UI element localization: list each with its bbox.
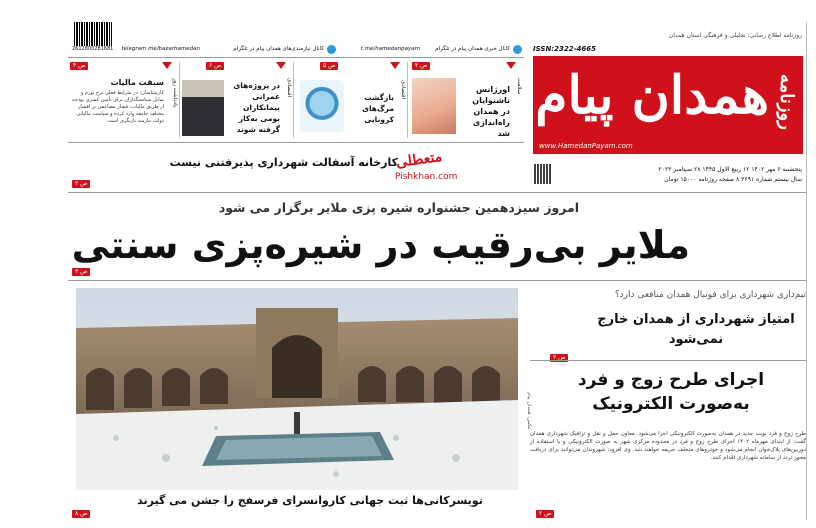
teaser-side-label: پادداشت روز [172,78,178,108]
date-line-1: پنجشنبه ۶ مهر ۱۴۰۲ ۱۲ ربیع الاول ۱۴۴۵ ۲۸ سپتامبر ۲۰۲۳ [658,166,802,173]
story-headline: اجرای طرح زوج و فرد به‌صورت الکترونیک [577,370,765,414]
issn-label: ISSN:2322-4665 [533,45,596,53]
teaser-title: اورژانس ناشنوایان در همدان راه‌اندازی شد [472,85,510,138]
website-url[interactable]: www.HamedanPayam.com [539,142,633,150]
main-divider [68,280,806,281]
barcode-number: 2612800281681 [72,46,114,52]
logo-text: همدان پیام [535,65,769,126]
strip-headline[interactable]: کارخانه آسفالت شهرداری پذیرفتنی نیست [169,156,398,169]
teaser-side-label: سلامت [516,78,522,95]
virus-icon [300,80,344,132]
teaser-body: کارشناسان: در شرایط فعلی نرخ تورم و تمایل سیاستگذاران برای تأمین کسری بودجه از طریق مالیات، فشار مضاعفی بر اقشار مختلف جامعه وارد کرده و سیاست مالیاتی دولت نیازمند بازنگری است. [72,90,164,124]
teaser-title: سبقت مالیات [110,78,164,87]
teaser-separator [407,62,408,138]
teaser-separator [293,62,294,138]
top-tagline: روزنامه اطلاع رسانی؛ تحلیلی و فرهنگی استان همدان [668,32,802,39]
teaser-divider-bottom [68,142,524,143]
side-story-traffic[interactable] [530,364,806,517]
strip-kicker: متعطلی [395,148,444,172]
telegram-ads-link[interactable]: telegram.me/bazarhamedan [121,46,200,52]
telegram-ads-label: کانال نیازمندی‌های همدان پیام در تلگرام [233,46,324,52]
story-page-chip: ص ۲ [536,510,554,518]
teaser-photo [182,80,224,136]
strip-page-chip: ص ۲ [72,180,90,188]
teaser-title: بازگشت مرگ‌های کرونایی [362,93,394,124]
teaser-covid[interactable] [296,60,406,140]
main-page-chip: ص ۳ [72,268,90,276]
teaser-side-label: اقتصادی [286,78,292,98]
arrow-down-icon [276,62,286,69]
strip-divider [68,192,806,193]
page-chip: ص ۶ [206,62,224,70]
social-bar [110,45,522,55]
date-line-2: سال بیستم شماره ۳۶۹۱ ۸ صفحه روزنامه ۱۵۰۰۰ تومان [664,176,802,183]
telegram-icon[interactable] [513,45,522,54]
watermark-site: Pishkhan.com [395,172,458,182]
story-kicker: تیم‌داری شهرداری برای فوتبال همدان منافعی دارد؟ [614,290,806,300]
teaser-projects[interactable] [182,60,292,140]
story-headline: امتیاز شهرداری از همدان خارج نمی‌شود [597,312,795,347]
page-chip: ص ۴ [70,62,88,70]
arrow-down-icon [390,62,400,69]
teaser-title: در پروژه‌های عمرانی پیمانکاران بومی به‌کار گرفته شوند [233,81,280,134]
logo-prefix: روزنامه [776,74,797,130]
teaser-health[interactable] [410,60,522,140]
story-page-chip: ص ۲ [550,354,568,362]
telegram-channel-label: کانال خبری همدان پیام در تلگرام [435,46,510,52]
photo-page-chip: ص ۸ [72,510,90,518]
main-kicker: امروز سیزدهمین جشنواره شیره پزی ملایر برگزار می شود [218,200,580,215]
teaser-separator [179,62,180,138]
side-divider [530,360,806,361]
page-chip: ص ۵ [320,62,338,70]
story-body: طرح زوج و فرد نوبت جدید در همدان به‌صورت الکترونیکی اجرا می‌شود. معاون حمل و نقل و ترافیک شهرداری همدان گفت: از ابتدای مهرماه ۱۴۰۲ اجرای طرح زوج و فرد در محدوده مرکزی شهر به صورت الکترونیکی و با استفاده از دوربین‌های پلاک‌خوان انجام می‌شود و خودروهای متخلف جریمه خواهند شد. وی افزود: شهروندان می‌توانند برای دریافت مجوز تردد از سامانه شهرداری اقدام کنند. [530,431,806,461]
teaser-side-label: اقتصادی [400,80,406,100]
photo-caption[interactable]: تویسرکانی‌ها ثبت جهانی کاروانسرای فرسفج را جشن می گیرند [137,494,483,507]
arrow-down-icon [506,62,516,69]
telegram-icon-2[interactable] [327,45,336,54]
main-photo[interactable] [76,288,533,490]
page-right-rule [806,22,807,520]
masthead-logo [533,56,803,154]
main-headline[interactable]: ملایر بی‌رقیب در شیره‌پزی سنتی [71,223,690,267]
arrow-down-icon [162,62,172,69]
side-story-football[interactable] [530,288,806,361]
photo-credit: عکس: همدان پیام [526,392,533,430]
barcode-icon [74,22,112,46]
page-chip: ص ۲ [412,62,430,70]
caravanserai-illustration [76,288,518,490]
telegram-channel-link[interactable]: t.me/hamedanpayam [360,46,420,52]
qr-code-icon [534,164,552,184]
teaser-divider [68,57,524,58]
teaser-editorial[interactable] [68,60,178,140]
teaser-photo [412,78,456,134]
